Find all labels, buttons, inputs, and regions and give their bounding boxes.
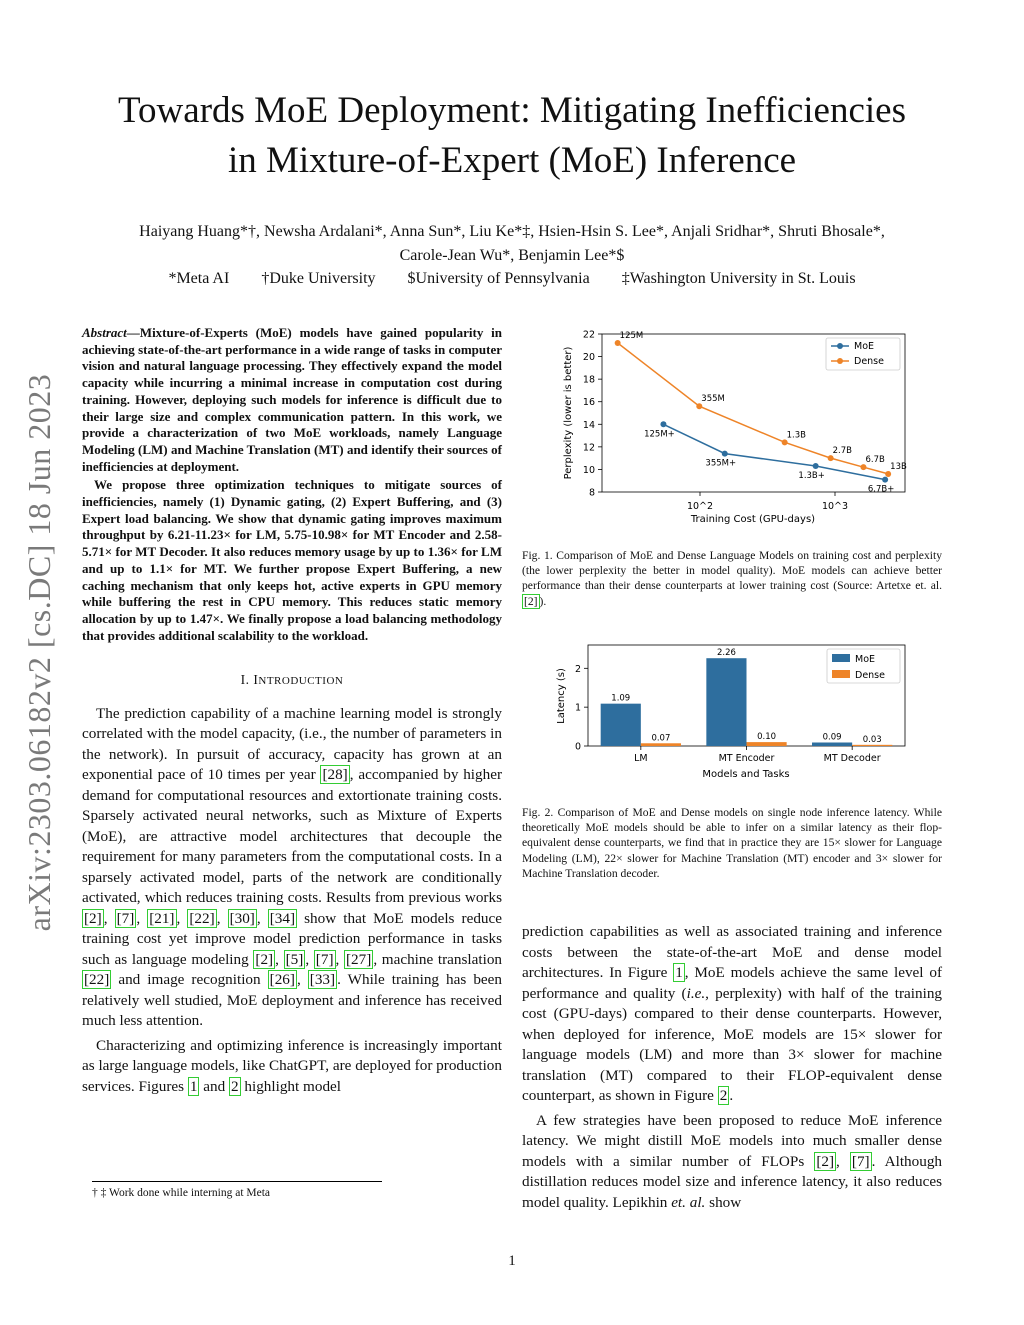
right-paragraph-2	[522, 1111, 942, 1214]
y-axis-ticks	[575, 664, 588, 753]
section-title-initial: I	[253, 672, 259, 688]
intro-paragraph-2	[82, 1036, 502, 1098]
point-label: 125M	[619, 331, 644, 342]
title-line-1: Towards MoE Deployment: Mitigating Inefficiencies	[118, 90, 906, 131]
citation-22[interactable]: [22]	[189, 909, 215, 927]
left-column	[82, 325, 502, 1097]
abstract-text-1: —Mixture-of-Experts (MoE) models have gained popularity in achieving state-of-the-art performance in a wide range of tasks in computer vision and natural language processing. They effectively expand the model capacity while incurring a minimal increase in computation cost during training. However, deploying such models for inference is difficult due to their large size and complex communication pattern. In this work, we provide a characterization of two MoE workloads, namely Language Modeling (LM) and Machine Translation (MT) and identify their sources of inefficiencies at deployment.	[82, 325, 502, 474]
figure-2-bar-chart	[545, 640, 915, 785]
data-point-moe	[813, 463, 819, 469]
y-tick-label: 1	[574, 702, 581, 714]
citation-21[interactable]: [21]	[149, 909, 175, 927]
y-tick-label: 20	[582, 352, 595, 364]
point-label: 6.7B	[865, 455, 885, 466]
bar-value-label: 0.07	[651, 733, 671, 744]
y-tick-label: 0	[574, 741, 581, 753]
citation-2[interactable]: [2]	[255, 950, 274, 968]
data-point-moe	[722, 451, 728, 457]
point-label: 355M+	[705, 458, 737, 469]
y-axis-label: Perplexity (lower is better)	[563, 346, 574, 480]
title-line-2: in Mixture-of-Expert (MoE) Inference	[227, 140, 797, 181]
point-label: 1.3B+	[798, 471, 825, 482]
citation-7[interactable]: [7]	[851, 1152, 870, 1170]
bar-value-label: 0.09	[822, 732, 842, 743]
legend-dense-label: Dense	[855, 670, 885, 681]
bar-moe	[706, 658, 746, 746]
right-paragraph-1	[522, 922, 942, 1107]
figure-2-caption: Fig. 2. Comparison of MoE and Dense models on single node inference latency. While theoretically MoE models should be able to infer on a similar latency as their flop-equivalent dense counterparts, we find that in practice they are 15× slower for Language Modeling (LM), 22× slower for Machine Translation (MT) encoder and 3× slower for Machine Translation decoder.	[522, 806, 942, 880]
bar-value-label: 2.26	[716, 648, 736, 659]
y-tick-label: 22	[582, 329, 595, 341]
bar-value-label: 0.03	[862, 734, 882, 745]
x-tick-label: 10^3	[821, 501, 849, 512]
body-text: ,	[836, 1152, 850, 1170]
abstract-paragraph-2: We propose three optimization techniques to mitigate sources of inefficiencies, namely (1) Dynamic gating, (2) Expert Buffering, and (3) Expert load balancing. We show that dynamic gating improves maximum throughput by 6.21-11.23× for LM, 5.75-10.98× for MT Encoder and 2.58-5.71× for MT Decoder. It also reduces memory usage by up to 1.36× for LM and up to 1.1× for MT. We further propose Expert Buffering, a new caching mechanism that only keeps hot, active experts in GPU memory while buffering the rest in CPU memory. This reduces static memory allocation by up to 1.47×. We finally propose a load balancing methodology that provides additional scalability to the workload.	[82, 477, 502, 643]
citation-28[interactable]: [28]	[322, 766, 348, 784]
y-tick-label: 12	[582, 442, 595, 454]
citation-5[interactable]: [5]	[285, 950, 304, 968]
bar-dense	[747, 742, 787, 746]
citation-33[interactable]: [33]	[309, 971, 336, 989]
x-tick-label: MT Decoder	[823, 753, 881, 764]
intro-text: . While training has been relatively well studied, MoE deployment and inference has received much less attention.	[82, 971, 502, 1030]
section-number: I.	[240, 672, 250, 688]
citation-2[interactable]: [2]	[524, 594, 538, 608]
bar-dense	[641, 743, 681, 746]
citation-22[interactable]: [22]	[84, 971, 110, 989]
citation-34[interactable]: [34]	[269, 909, 296, 927]
bar-moe	[812, 743, 852, 746]
body-text: .	[729, 1087, 734, 1104]
point-label: 13B	[890, 461, 907, 472]
y-axis-label: Latency (s)	[556, 668, 567, 724]
intro-paragraph-1: The prediction capability of a machine learning model is strongly correlated with the model capacity, (i.e., the number of parameters in the network). In pursuit of accuracy, capacity has grown at an exponential pace of 10 times per year [28] , accompanied by higher demand for computational resources and extortionate training costs. Sparsely activated neural networks, such as Mixture of Experts (MoE), are attractive model architectures that decouple the requirement for many parameters from the computational costs. In a sparsely activated model, parts of the network are conditionally activated, which reduces training costs. Results from previous works [2] , [7] , [21] , [22] , [30] , [34] show that MoE models reduce training cost yet improve model prediction performance in tasks such as language modeling [2] , [5] , [7] , [27] , machine translation [22] and image recognition [26] , [33] . While training has been relatively well studied, MoE deployment and inference has received much less attention.	[82, 704, 503, 1030]
body-text: , MoE models achieve the same level of performance and quality (	[522, 964, 942, 1002]
intro-text: Characterizing and optimizing inference is increasingly important as large language models, like ChatGPT, are deployed for production services. Figures	[82, 1036, 502, 1095]
x-axis-label: Training Cost (GPU-days)	[690, 514, 816, 525]
figure-ref-2[interactable]: 2	[719, 1087, 728, 1104]
body-text: prediction capabilities as well as associated training and inference costs between the state-of-the-art MoE and dense model architectures. In Figure	[522, 923, 942, 981]
figure-ref-1[interactable]: 1	[189, 1077, 198, 1095]
figure-1-line-chart	[545, 322, 915, 530]
authors-line-2: Carole-Jean Wu*, Benjamin Lee*$	[399, 247, 625, 264]
legend	[826, 338, 900, 370]
affiliation-duke: †Duke University	[261, 270, 376, 287]
data-point-moe	[660, 421, 666, 427]
figure-1-caption	[522, 548, 942, 609]
citation-2[interactable]: [2]	[816, 1152, 835, 1170]
authors-line-1: Haiyang Huang*†, Newsha Ardalani*, Anna Sun*, Liu Ke*‡, Hsien-Hsin S. Lee*, Anjali Sridhar*, Shruti Bhosale*,	[139, 223, 885, 240]
intro-text: , machine translation	[373, 950, 503, 968]
right-column	[522, 922, 942, 1213]
point-label: 6.7B+	[867, 484, 895, 495]
citation-27[interactable]: [27]	[346, 950, 372, 968]
legend-dense-swatch	[832, 670, 850, 678]
intro-text: and image recognition	[111, 971, 268, 989]
y-tick-label: 8	[588, 487, 595, 499]
legend-moe-label: MoE	[854, 341, 875, 352]
figure-ref-2[interactable]: 2	[231, 1077, 239, 1095]
arxiv-sidebar	[16, 360, 62, 945]
y-axis-ticks	[583, 330, 602, 499]
x-axis-label: Models and Tasks	[702, 769, 790, 780]
intro-text: highlight model	[240, 1077, 341, 1095]
abstract-paragraph-1	[82, 325, 502, 475]
data-point-moe	[882, 477, 888, 483]
legend-dense-marker	[837, 358, 843, 364]
arxiv-identifier: arXiv:2303.06182v2 [cs.DC] 18 Jun 2023	[21, 373, 57, 932]
citation-2[interactable]: [2]	[84, 909, 102, 927]
affiliations	[60, 268, 964, 290]
section-heading-introduction	[82, 670, 502, 692]
x-axis-ticks	[687, 492, 848, 512]
bar-value-label: 1.09	[611, 693, 631, 704]
citation-26[interactable]: [26]	[269, 971, 295, 989]
caption-text: ).	[539, 594, 547, 608]
intro-text: The prediction capability of a machine learning model is strongly correlated with the model capacity, (i.e., the number of parameters in the network). In pursuit of accuracy, capacity has grown at an exponential pace of 10 times per year	[82, 704, 502, 784]
body-text-italic: i.e.	[686, 984, 706, 1002]
x-axis-ticks	[634, 746, 881, 764]
y-tick-label: 2	[574, 663, 581, 675]
author-list	[60, 220, 964, 268]
page-number: 1	[508, 1253, 516, 1269]
point-label: 2.7B	[832, 446, 853, 457]
section-title-rest: NTRODUCTION	[258, 675, 344, 688]
point-label: 1.3B	[786, 430, 807, 441]
legend	[827, 649, 900, 683]
body-text: . Although distillation reduces model size and inference latency, it also reduces model quality. Lepikhin	[522, 1152, 943, 1211]
bar-dense	[852, 745, 892, 746]
citation-7[interactable]: [7]	[315, 950, 334, 968]
abstract-label: Abstract	[82, 325, 127, 340]
legend-moe-marker	[837, 343, 843, 349]
x-tick-label: 10^2	[686, 501, 714, 512]
x-tick-label: LM	[634, 753, 648, 764]
body-text: A few strategies have been proposed to reduce MoE inference latency. We might distill MoE models into much smaller dense models with a similar number of FLOPs	[522, 1111, 942, 1170]
intro-text: and	[199, 1077, 229, 1095]
affiliation-meta: *Meta AI	[168, 270, 230, 287]
footnote: † ‡ Work done while interning at Meta	[92, 1187, 271, 1199]
citation-30[interactable]: [30]	[229, 909, 255, 927]
point-label: 355M	[701, 394, 725, 405]
y-tick-label: 16	[582, 397, 595, 409]
bar-value-label: 0.10	[757, 732, 777, 743]
x-tick-label: MT Encoder	[718, 753, 775, 764]
citation-7[interactable]: [7]	[116, 909, 135, 927]
body-text: show	[705, 1193, 742, 1211]
intro-text: show that MoE models reduce training cost yet improve model prediction performance in tasks such as language modeling	[82, 909, 502, 968]
y-tick-label: 14	[582, 419, 595, 431]
legend-moe-swatch	[832, 654, 850, 662]
footnote-rule	[92, 1181, 382, 1182]
body-text-italic: et. al.	[671, 1193, 706, 1211]
caption-text: Fig. 1. Comparison of MoE and Dense Language Models on training cost and perplexity (the lower perplexity the better in model quality). MoE models can achieve better performance than their dense counterparts at lower training cost (Source: Artetxe et. al.	[522, 549, 942, 593]
y-tick-label: 18	[582, 374, 595, 386]
paper-title	[0, 86, 1024, 186]
affiliation-wustl: ‡Washington University in St. Louis	[621, 270, 856, 287]
affiliation-upenn: $University of Pennsylvania	[407, 270, 590, 287]
body-text: , perplexity) with half of the training cost (GPU-days) compared to their dense counterparts. However, when deployed for inference, MoE models are 15× slower for language models (LM) and more than 3× slower for machine translation (MT) compared to their FLOP-equivalent dense counterpart, as shown in Figure	[522, 984, 943, 1104]
intro-text: , accompanied by higher demand for computational resources and extortionate training costs. Sparsely activated neural networks, such as Mixture of Experts (MoE), are attractive model architectures that decouple the requirement for many parameters from the computational costs. In a sparsely activated model, parts of the network are conditionally activated, which reduces training costs. Results from previous works	[82, 766, 502, 907]
legend-moe-label: MoE	[855, 654, 876, 665]
figure-ref-1[interactable]: 1	[675, 964, 683, 981]
y-tick-label: 10	[582, 464, 595, 476]
bar-moe	[601, 704, 641, 746]
point-label: 125M+	[644, 429, 675, 440]
legend-dense-label: Dense	[854, 356, 884, 367]
